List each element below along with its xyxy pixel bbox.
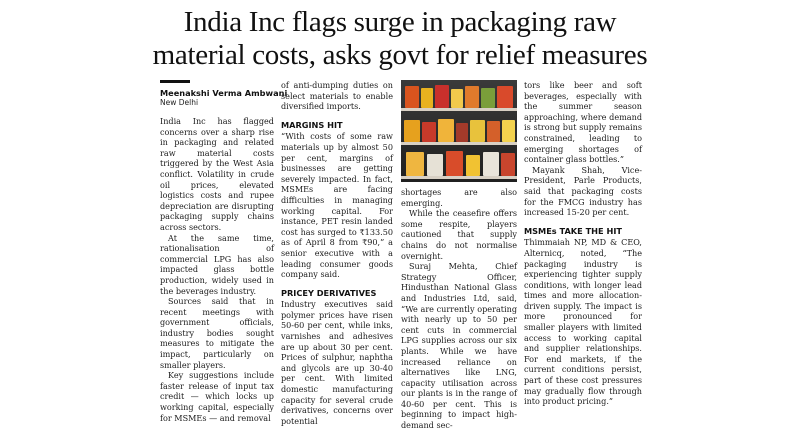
subheading-pricey-derivatives: PRICEY DERIVATIVES <box>281 287 377 298</box>
paragraph: of anti-dumping duties on select materials to enable diversified imports. <box>281 80 393 112</box>
headline-line-2: material costs, asks govt for relief measures <box>152 39 648 71</box>
paragraph: Thimmaiah NP, MD & CEO, Alternicq, noted, “The packaging industry is experiencing tighter supply conditions, with longer lead times and more allocation-driven supply. The impact is more pronounced for smaller players with limited access to working capital and supplier relationships. For end markets, if the current conditions persist, part of these cost pressures may gradually flow through into product pricing.” <box>524 237 642 407</box>
column-1 <box>160 116 274 423</box>
paragraph: India Inc has flagged concerns over a sharp rise in packaging and related raw material costs triggered by the West Asia conflict. Volatility in crude oil prices, elevated logistics costs and rupee depreciation are disrupting packaging supply chains across sectors. <box>160 116 274 232</box>
paragraph: Mayank Shah, Vice-President, Parle Products, said that packaging costs for the FMCG industry has increased 15-20 per cent. <box>524 164 642 218</box>
paragraph: Industry executives said polymer prices have risen 50-60 per cent, while inks, varnishes and adhesives are up about 30 per cent. Prices of sulphur, naphtha and glycols are up 30-40 per cent. With limited domestic manufacturing capacity for several crude derivatives, concerns over potential <box>281 299 393 426</box>
subheading-msmes-take-the-hit: MSMEs TAKE THE HIT <box>524 225 622 236</box>
column-2 <box>281 80 393 426</box>
paragraph: tors like beer and soft beverages, especially with the summer season approaching, where demand is strong but supply remains constrained, leading to emerging shortages of container glass bottles.” <box>524 80 642 165</box>
subheading-margins-hit: MARGINS HIT <box>281 119 343 130</box>
article-photo <box>401 80 517 182</box>
paragraph: While the ceasefire offers some respite, players cautioned that supply chains do not normalise overnight. <box>401 208 517 261</box>
paragraph: shortages are also emerging. <box>401 187 517 208</box>
column-4 <box>524 80 642 407</box>
paragraph: “With costs of some raw materials up by almost 50 per cent, margins of businesses are getting severely impacted. In fact, MSMEs are facing difficulties in managing working capital. For instance, PET resin landed cost has surged to ₹133.50 as of April 8 from ₹90,” a senior executive with a leading consumer goods company said. <box>281 131 393 280</box>
paragraph: At the same time, rationalisation of commercial LPG has also impacted glass bottle production, widely used in the beverages industry. <box>160 232 274 296</box>
byline: Meenakshi Verma Ambwani <box>160 88 288 98</box>
paragraph: Suraj Mehta, Chief Strategy Officer, Hindusthan National Glass and Industries Ltd, said, “We are currently operating with nearly up to 50 per cent cuts in commercial LPG supplies across our six plants. While we have increased reliance on alternatives like LNG, capacity utilisation across our plants is in the range of 40-60 per cent. This is beginning to impact high-demand sec- <box>401 261 517 431</box>
headline-line-1: India Inc flags surge in packaging raw <box>183 6 617 38</box>
paragraph: Key suggestions include faster release of input tax credit — which locks up working capital, especially for MSMEs — and removal <box>160 370 274 423</box>
byline-rule <box>160 80 190 83</box>
paragraph: Sources said that in recent meetings with government officials, industry bodies sought measures to mitigate the impact, particularly on smaller players. <box>160 296 274 370</box>
column-3 <box>401 187 517 431</box>
dateline: New Delhi <box>160 98 199 107</box>
headline <box>0 6 800 72</box>
